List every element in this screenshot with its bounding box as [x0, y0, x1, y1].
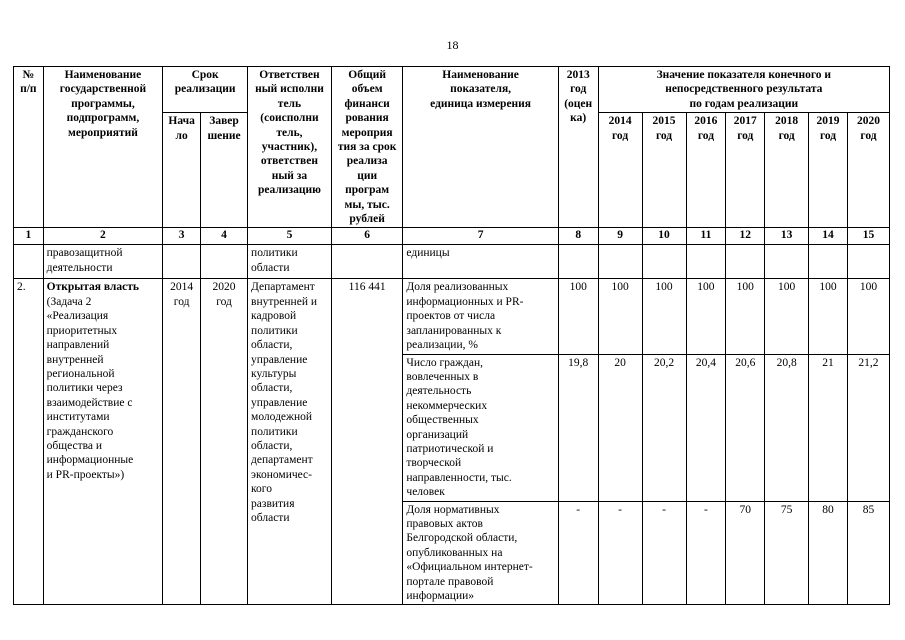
cell-empty	[598, 245, 642, 279]
header-row-1	[14, 67, 890, 113]
header-year-2018: 2018 год	[765, 113, 809, 228]
header-col-name: Наименование государственной программы, подпрограмм, мероприятий	[43, 67, 163, 228]
column-number: 14	[809, 228, 848, 245]
indicator-value-2013: -	[558, 501, 598, 605]
indicator-value-2019: 80	[809, 501, 848, 605]
program-table	[13, 66, 890, 605]
cell-empty	[558, 245, 598, 279]
column-number: 7	[403, 228, 558, 245]
indicator-value-2014: 100	[598, 279, 642, 354]
column-number: 3	[163, 228, 201, 245]
indicator-value-2015: 20,2	[642, 354, 686, 501]
header-col-volume: Общий объем финанси рования мероприя тия за срок реализа ции програм мы, тыс. рублей	[331, 67, 403, 228]
continuation-responsible: политики области	[248, 245, 332, 279]
header-year-2019: 2019 год	[809, 113, 848, 228]
continuation-name: правозащитной деятельности	[43, 245, 163, 279]
indicator-value-2017: 70	[726, 501, 765, 605]
continuation-row	[14, 245, 890, 279]
program-description: (Задача 2 «Реализация приоритетных направлений внутренней региональной политики через взаимодействие с институтами гражданского общества и информационные и PR-проекты»)	[46, 295, 134, 481]
column-number: 15	[847, 228, 889, 245]
cell-empty	[726, 245, 765, 279]
indicator-value-2014: 20	[598, 354, 642, 501]
program-number: 2.	[14, 279, 44, 605]
indicator-value-2018: 100	[765, 279, 809, 354]
column-number: 13	[765, 228, 809, 245]
cell-empty	[14, 245, 44, 279]
program-volume: 116 441	[331, 279, 403, 605]
indicator-value-2019: 21	[809, 354, 848, 501]
cell-empty	[809, 245, 848, 279]
continuation-indicator: единицы	[403, 245, 558, 279]
indicator-value-2013: 100	[558, 279, 598, 354]
program-name-cell	[43, 279, 163, 605]
indicator-value-2020: 100	[847, 279, 889, 354]
program-row	[14, 279, 890, 354]
column-number: 1	[14, 228, 44, 245]
indicator-value-2016: 100	[686, 279, 726, 354]
column-number: 10	[642, 228, 686, 245]
cell-empty	[847, 245, 889, 279]
header-year-2017: 2017 год	[726, 113, 765, 228]
header-col-2013: 2013 год (оцен ка)	[558, 67, 598, 228]
column-number: 6	[331, 228, 403, 245]
program-start: 2014 год	[163, 279, 201, 605]
cell-empty	[331, 245, 403, 279]
page-number: 18	[446, 38, 459, 52]
indicator-value-2019: 100	[809, 279, 848, 354]
cell-empty	[642, 245, 686, 279]
header-col-indicator: Наименование показателя, единица измерения	[403, 67, 558, 228]
header-col-responsible: Ответствен ный исполни тель (соисполни тель, участник), ответствен ный за реализацию	[248, 67, 332, 228]
header-col-values: Значение показателя конечного и непосредственного результата по годам реализации	[598, 67, 889, 113]
cell-empty	[686, 245, 726, 279]
header-col-number: № п/п	[14, 67, 44, 228]
indicator-value-2020: 21,2	[847, 354, 889, 501]
indicator-value-2017: 100	[726, 279, 765, 354]
header-year-2015: 2015 год	[642, 113, 686, 228]
indicator-value-2016: -	[686, 501, 726, 605]
header-year-2016: 2016 год	[686, 113, 726, 228]
indicator-value-2015: -	[642, 501, 686, 605]
indicator-value-2014: -	[598, 501, 642, 605]
program-title: Открытая власть	[46, 281, 139, 294]
column-number: 11	[686, 228, 726, 245]
indicator-value-2015: 100	[642, 279, 686, 354]
column-number: 5	[248, 228, 332, 245]
column-number: 12	[726, 228, 765, 245]
column-number-row	[14, 228, 890, 245]
indicator-value-2013: 19,8	[558, 354, 598, 501]
program-responsible: Департамент внутренней и кадровой политики области, управление культуры области, управление молодежной политики области, департамент экономичес- кого развития области	[248, 279, 332, 605]
indicator-value-2018: 75	[765, 501, 809, 605]
header-col-end: Завер шение	[201, 113, 248, 228]
column-number: 8	[558, 228, 598, 245]
header-year-2020: 2020 год	[847, 113, 889, 228]
indicator-name: Число граждан, вовлеченных в деятельность некоммерческих общественных организаций патриотической и творческой направленности, тыс. человек	[403, 354, 558, 501]
program-end: 2020 год	[201, 279, 248, 605]
indicator-name: Доля реализованных информационных и PR- проектов от числа запланированных к реализации, %	[403, 279, 558, 354]
cell-empty	[201, 245, 248, 279]
indicator-value-2016: 20,4	[686, 354, 726, 501]
header-year-2014: 2014 год	[598, 113, 642, 228]
column-number: 2	[43, 228, 163, 245]
cell-empty	[163, 245, 201, 279]
column-number: 4	[201, 228, 248, 245]
cell-empty	[765, 245, 809, 279]
indicator-value-2017: 20,6	[726, 354, 765, 501]
header-col-term: Срок реализации	[163, 67, 248, 113]
column-number: 9	[598, 228, 642, 245]
indicator-value-2018: 20,8	[765, 354, 809, 501]
indicator-value-2020: 85	[847, 501, 889, 605]
header-col-start: Нача ло	[163, 113, 201, 228]
indicator-name: Доля нормативных правовых актов Белгородской области, опубликованных на «Официальном интернет- портале правовой информации»	[403, 501, 558, 605]
